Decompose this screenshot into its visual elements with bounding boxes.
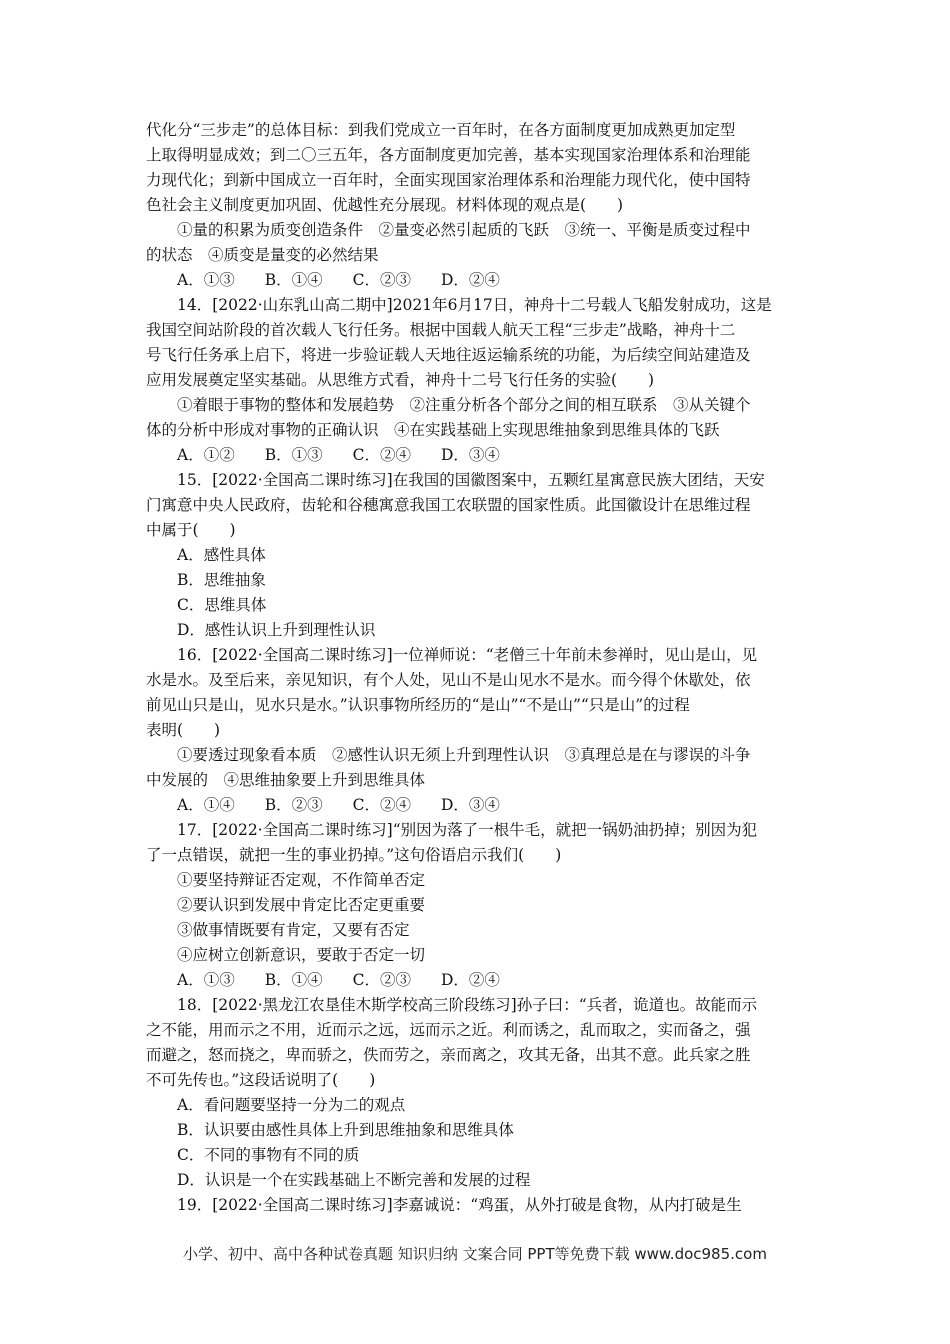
text-line: 我国空间站阶段的首次载人飞行任务。根据中国载人航天工程“三步走”战略，神舟十二 [146,321,736,339]
option-c: C．②③ [352,271,411,289]
text-line: 代化分“三步走”的总体目标：到我们党成立一百年时，在各方面制度更加成熟更加定型 [146,121,736,139]
statement-line: ④应树立创新意识，要敢于否定一切 [177,946,426,964]
question-15 [146,468,810,643]
choice-a: A．感性具体 [177,546,266,564]
text-line: 色社会主义制度更加巩固、优越性充分展现。材料体现的观点是( ) [146,196,624,214]
text-line: 门寓意中央人民政府，齿轮和谷穗寓意我国工农联盟的国家性质。此国徽设计在思维过程 [146,496,751,514]
statement-line: 体的分析中形成对事物的正确认识 ④在实践基础上实现思维抽象到思维具体的飞跃 [146,421,720,439]
choice-b: B．思维抽象 [177,571,266,589]
statement-line: ①要透过现象看本质 ②感性认识无须上升到理性认识 ③真理总是在与谬误的斗争 [177,746,751,764]
question-stem: 15．[2022·全国高二课时练习]在我国的国徽图案中，五颗红星寓意民族大团结，天安 [177,471,765,489]
option-d: D．②④ [440,971,500,989]
text-line: 力现代化；到新中国成立一百年时，全面实现国家治理体系和治理能力现代化，使中国特 [146,171,751,189]
option-d: D．②④ [440,271,500,289]
statement-line: ①要坚持辩证否定观，不作简单否定 [177,871,426,889]
text-line: 前见山只是山，见水只是水。”认识事物所经历的“是山”“不是山”“只是山”的过程 [146,696,690,714]
question-13 [146,118,810,293]
option-b: B．①③ [264,446,323,464]
question-stem: 18．[2022·黑龙江农垦佳木斯学校高三阶段练习]孙子曰：“兵者，诡道也。故能而示 [177,996,758,1014]
option-a: A．①② [177,446,235,464]
question-18 [146,993,810,1193]
statement-line: ②要认识到发展中肯定比否定更重要 [177,896,426,914]
question-stem: 16．[2022·全国高二课时练习]一位禅师说：“老僧三十年前未参禅时，见山是山，见 [177,646,758,664]
choice-c: C．不同的事物有不同的质 [177,1146,360,1164]
question-stem: 14．[2022·山东乳山高二期中]2021年6月17日，神舟十二号载人飞船发射成功，这是 [177,296,772,314]
statement-line: 中发展的 ④思维抽象要上升到思维具体 [146,771,426,789]
text-line: 之不能，用而示之不用，近而示之远，远而示之近。利而诱之，乱而取之，实而备之，强 [146,1021,751,1039]
statement-line: ①量的积累为质变创造条件 ②量变必然引起质的飞跃 ③统一、平衡是质变过程中 [177,221,751,239]
answer-options [146,268,810,293]
choice-d: D．认识是一个在实践基础上不断完善和发展的过程 [177,1171,531,1189]
statement-line: ①着眼于事物的整体和发展趋势 ②注重分析各个部分之间的相互联系 ③从关键个 [177,396,751,414]
text-line: 而避之，怒而挠之，卑而骄之，佚而劳之，亲而离之，攻其无备，出其不意。此兵家之胜 [146,1046,751,1064]
option-a: A．①③ [177,971,235,989]
choice-a: A．看问题要坚持一分为二的观点 [177,1096,406,1114]
text-line: 应用发展奠定坚实基础。从思维方式看，神舟十二号飞行任务的实验( ) [146,371,655,389]
question-14 [146,293,810,468]
text-line: 水是水。及至后来，亲见知识，有个人处，见山不是山见水不是水。而今得个休歇处，依 [146,671,751,689]
option-c: C．②③ [352,971,411,989]
text-line: 号飞行任务承上启下，将进一步验证载人天地往返运输系统的功能，为后续空间站建造及 [146,346,751,364]
page-footer: 小学、初中、高中各种试卷真题 知识归纳 文案合同 PPT等免费下载 www.doc985.com [183,1245,767,1263]
option-c: C．②④ [352,796,411,814]
option-d: D．③④ [440,796,500,814]
option-b: B．①④ [264,971,323,989]
text-line: 表明( ) [146,721,221,739]
option-b: B．①④ [264,271,323,289]
choice-d: D．感性认识上升到理性认识 [177,621,376,639]
choice-c: C．思维具体 [177,596,267,614]
question-16 [146,643,810,818]
answer-options [146,443,810,468]
question-stem: 17．[2022·全国高二课时练习]“别因为落了一根牛毛，就把一锅奶油扔掉；别因为犯 [177,821,758,839]
text-line: 中属于( ) [146,521,236,539]
statement-line: 的状态 ④质变是量变的必然结果 [146,246,379,264]
text-line: 上取得明显成效；到二〇三五年，各方面制度更加完善，基本实现国家治理体系和治理能 [146,146,751,164]
choice-b: B．认识要由感性具体上升到思维抽象和思维具体 [177,1121,514,1139]
answer-options [146,968,810,993]
option-a: A．①③ [177,271,235,289]
option-d: D．③④ [440,446,500,464]
text-line: 不可先传也。”这段话说明了( ) [146,1071,376,1089]
statement-line: ③做事情既要有肯定，又要有否定 [177,921,410,939]
exam-content [146,118,810,1218]
question-17 [146,818,810,993]
answer-options [146,793,810,818]
question-stem: 19．[2022·全国高二课时练习]李嘉诚说：“鸡蛋，从外打破是食物，从内打破是生 [177,1196,742,1214]
option-b: B．②③ [264,796,323,814]
option-a: A．①④ [177,796,235,814]
text-line: 了一点错误，就把一生的事业扔掉。”这句俗语启示我们( ) [146,846,562,864]
question-19 [146,1193,810,1218]
option-c: C．②④ [352,446,411,464]
